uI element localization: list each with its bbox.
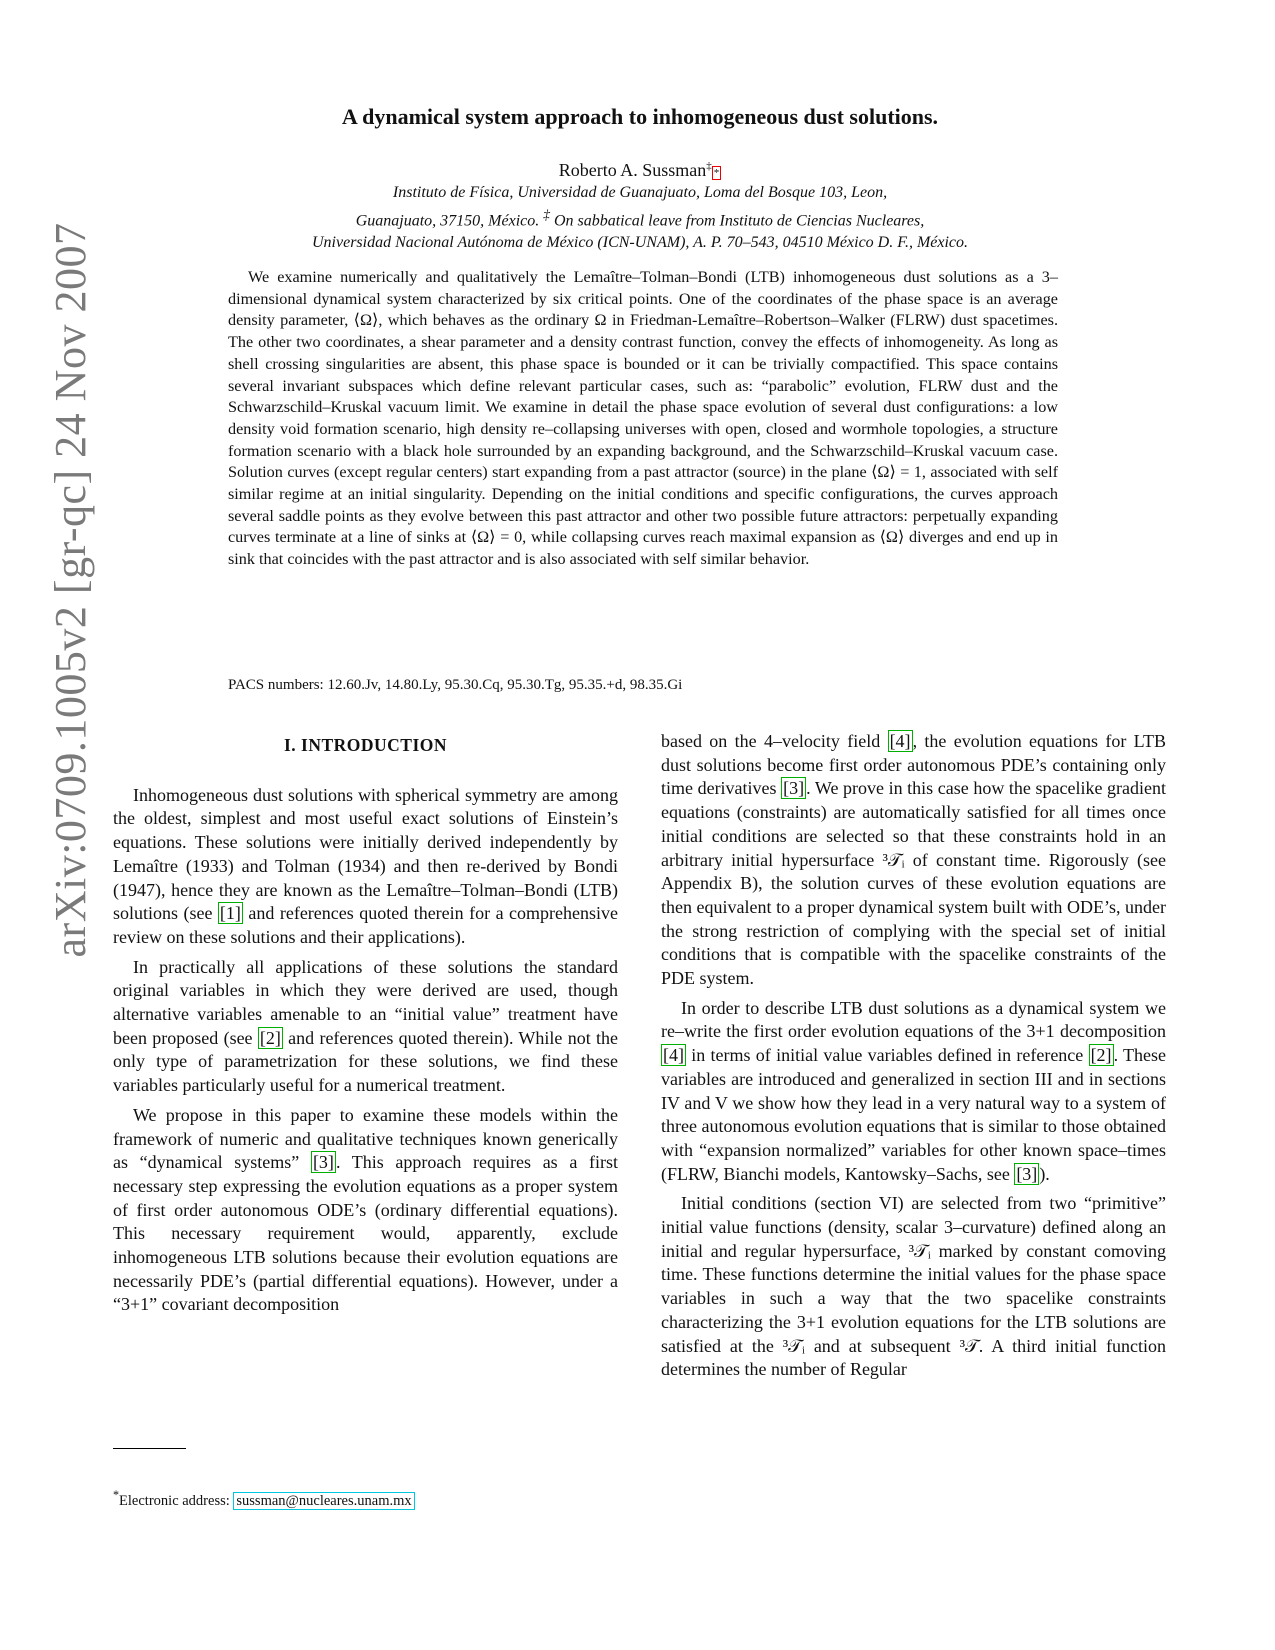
arxiv-identifier-stamp: arXiv:0709.1005v2 [gr-qc] 24 Nov 2007 [46,222,95,958]
affiliation-line-2 [190,204,1090,232]
affiliation-sabbatical: On sabbatical leave from Instituto de Ciencias Nucleares, [553,212,925,230]
citation-link[interactable]: [3] [1016,1163,1038,1184]
intro-p3-text-a: We propose in this paper to examine these models within the framework of numeric and qualitative techniques known generically as “dynamical systems” [113,1104,618,1173]
intro-paragraph-3-continued [661,730,1166,991]
footnote-rule [113,1448,186,1449]
email-link[interactable]: sussman@nucleares.unam.mx [233,1492,414,1510]
citation-link[interactable]: [4] [663,1045,684,1066]
intro-p3-text-b: . This approach requires as a first necessary step expressing the evolution equations as a proper system of first order autonomous ODE’s (ordinary differential equations). This necessary requirement would, apparently, exclude inhomogeneous LTB solutions because their evolution equations are necessarily PDE’s (partial differential equations). However, under a “3+1” covariant decomposition [113,1152,618,1315]
right-p2-text-b: in terms of initial value variables defined in reference [686,1045,1089,1066]
right-p2-text-c: . These variables are introduced and generalized in section III and in sections IV and V we show how they lead in a very natural way to a system of three autonomous evolution equations that is similar to those obtained with “expansion normalized” variables for other known space–times (FLRW, Bianchi models, Kantowsky–Sachs, see [661,1045,1166,1184]
citation-link[interactable]: [2] [1090,1045,1112,1066]
left-column [113,730,618,1323]
affiliation [190,182,1090,254]
author-line [200,160,1080,181]
citation-link[interactable]: [3] [783,778,805,799]
intro-paragraph-5: Initial conditions (section VI) are selected from two “primitive” initial value functions (density, scalar 3–curvature) defined along an initial and regular hypersurface, ³𝒯ᵢ marked by constant comoving time. These functions determine the initial values for the phase space variables in such a way that the two spacelike constraints characterizing the 3+1 evolution equations for the LTB solutions are satisfied at the ³𝒯ᵢ and at subsequent ³𝒯. A third initial function determines the number of Regular [661,1193,1166,1380]
paper-title: A dynamical system approach to inhomogeneous dust solutions. [341,104,939,129]
footnote [113,1488,633,1510]
abstract-text: We examine numerically and qualitatively the Lemaître–Tolman–Bondi (LTB) inhomogeneous dust solutions as a 3–dimensional dynamical system characterized by six critical points. One of the coordinates of the phase space is an average density parameter, ⟨Ω⟩, which behaves as the ordinary Ω in Friedman-Lemaître–Robertson–Walker (FLRW) dust spacetimes. The other two coordinates, a shear parameter and a density contrast function, convey the effects of inhomogeneity. As long as shell crossing singularities are absent, this phase space is bounded or it can be trivially compactified. This space contains several invariant subspaces which define relevant particular cases, such as: “parabolic” evolution, FLRW dust and the Schwarzschild–Kruskal vacuum limit. We examine in detail the phase space evolution of several dust configurations: a low density void formation scenario, high density re–collapsing universes with open, closed and wormhole topologies, a structure formation scenario with a black hole surrounded by an expanding background, and the Schwarzschild–Kruskal vacuum case. Solution curves (except regular centers) start expanding from a past attractor (source) in the plane ⟨Ω⟩ = 1, associated with self similar regime at an initial singularity. Depending on the initial conditions and specific configurations, the curves approach several saddle points as they evolve between this past attractor and other two possible future attractors: perpetually expanding curves terminate at a line of sinks at ⟨Ω⟩ = 0, while collapsing curves reach maximal expansion as ⟨Ω⟩ diverges and end up in sink that coincides with the past attractor and is also associated with self similar behavior. [228,268,1058,569]
citation-link[interactable]: [1] [219,903,241,924]
citation-link[interactable]: [4] [889,731,911,751]
affiliation-line-1: Instituto de Física, Universidad de Guanajuato, Loma del Bosque 103, Leon, [392,184,888,201]
right-p2-text-a: In order to describe LTB dust solutions as a dynamical system we re–write the first order evolution equations of the 3+1 decomposition [661,997,1166,1042]
author-name: Roberto A. Sussman [558,160,707,180]
intro-p1-text-a: Inhomogeneous dust solutions with spherical symmetry are among the oldest, simplest and most useful exact solutions of Einstein’s equations. These solutions were initially derived independently by Lemaître (1933) and Tolman (1934) and then re-derived by Bondi (1947), hence they are known as the Lemaître–Tolman–Bondi (LTB) solutions (see [113,784,618,924]
right-p2-text-d: ). [1039,1163,1050,1184]
intro-p1-text-b: and references quoted therein for a comprehensive review on these solutions and their applications). [113,903,618,947]
pacs-numbers: PACS numbers: 12.60.Jv, 14.80.Ly, 95.30.Cq, 95.30.Tg, 95.35.+d, 98.35.Gi [228,677,683,693]
intro-paragraph-2 [113,956,618,1098]
citation-link[interactable]: [3] [312,1152,334,1173]
intro-p2-text-b: and references quoted therein). While not the only type of parametrization for these solutions, we find these variables particularly useful for a numerical treatment. [113,1027,618,1096]
footnote-mark: * [113,1488,120,1502]
citation-link[interactable]: [2] [259,1027,281,1048]
intro-p2-text-a: In practically all applications of these solutions the standard original variables in which they were derived are used, though alternative variables amenable to an “initial value” treatment have been proposed (see [113,956,618,1048]
affiliation-city: Guanajuato, 37150, México. [355,212,540,230]
affiliation-mark: ‡ [543,207,550,222]
intro-paragraph-1 [113,784,618,950]
right-p1-text-b: , the evolution equations for LTB dust solutions become first order autonomous PDE’s containing only time derivatives [661,731,1166,799]
footnote-label: Electronic address: [119,1492,234,1509]
right-column [661,730,1166,1388]
affiliation-line-3: Universidad Nacional Autónoma de México (ICN-UNAM), A. P. 70–543, 04510 México D. F., México. [311,234,969,252]
abstract [228,267,1058,571]
right-p1-text-a: based on the 4–velocity field [661,731,888,751]
author-affiliation-mark: ‡ [706,160,712,172]
author-footnote-link[interactable]: * [713,167,720,179]
intro-paragraph-4 [661,997,1166,1187]
right-p1-text-c: . We prove in this case how the spacelike gradient equations (constraints) are automatically satisfied for all times once initial conditions are selected so that these constraints hold in an arbitrary initial hypersurface ³𝒯ᵢ of constant time. Rigorously (see Appendix B), the solution curves of these evolution equations are then equivalent to a proper dynamical system built with ODE’s, under the strong restriction of complying with the special set of initial conditions that is compatible with the spacelike constraints of the PDE system. [661,778,1166,989]
intro-paragraph-3 [113,1104,618,1317]
section-heading-introduction: I. INTRODUCTION [283,735,448,755]
